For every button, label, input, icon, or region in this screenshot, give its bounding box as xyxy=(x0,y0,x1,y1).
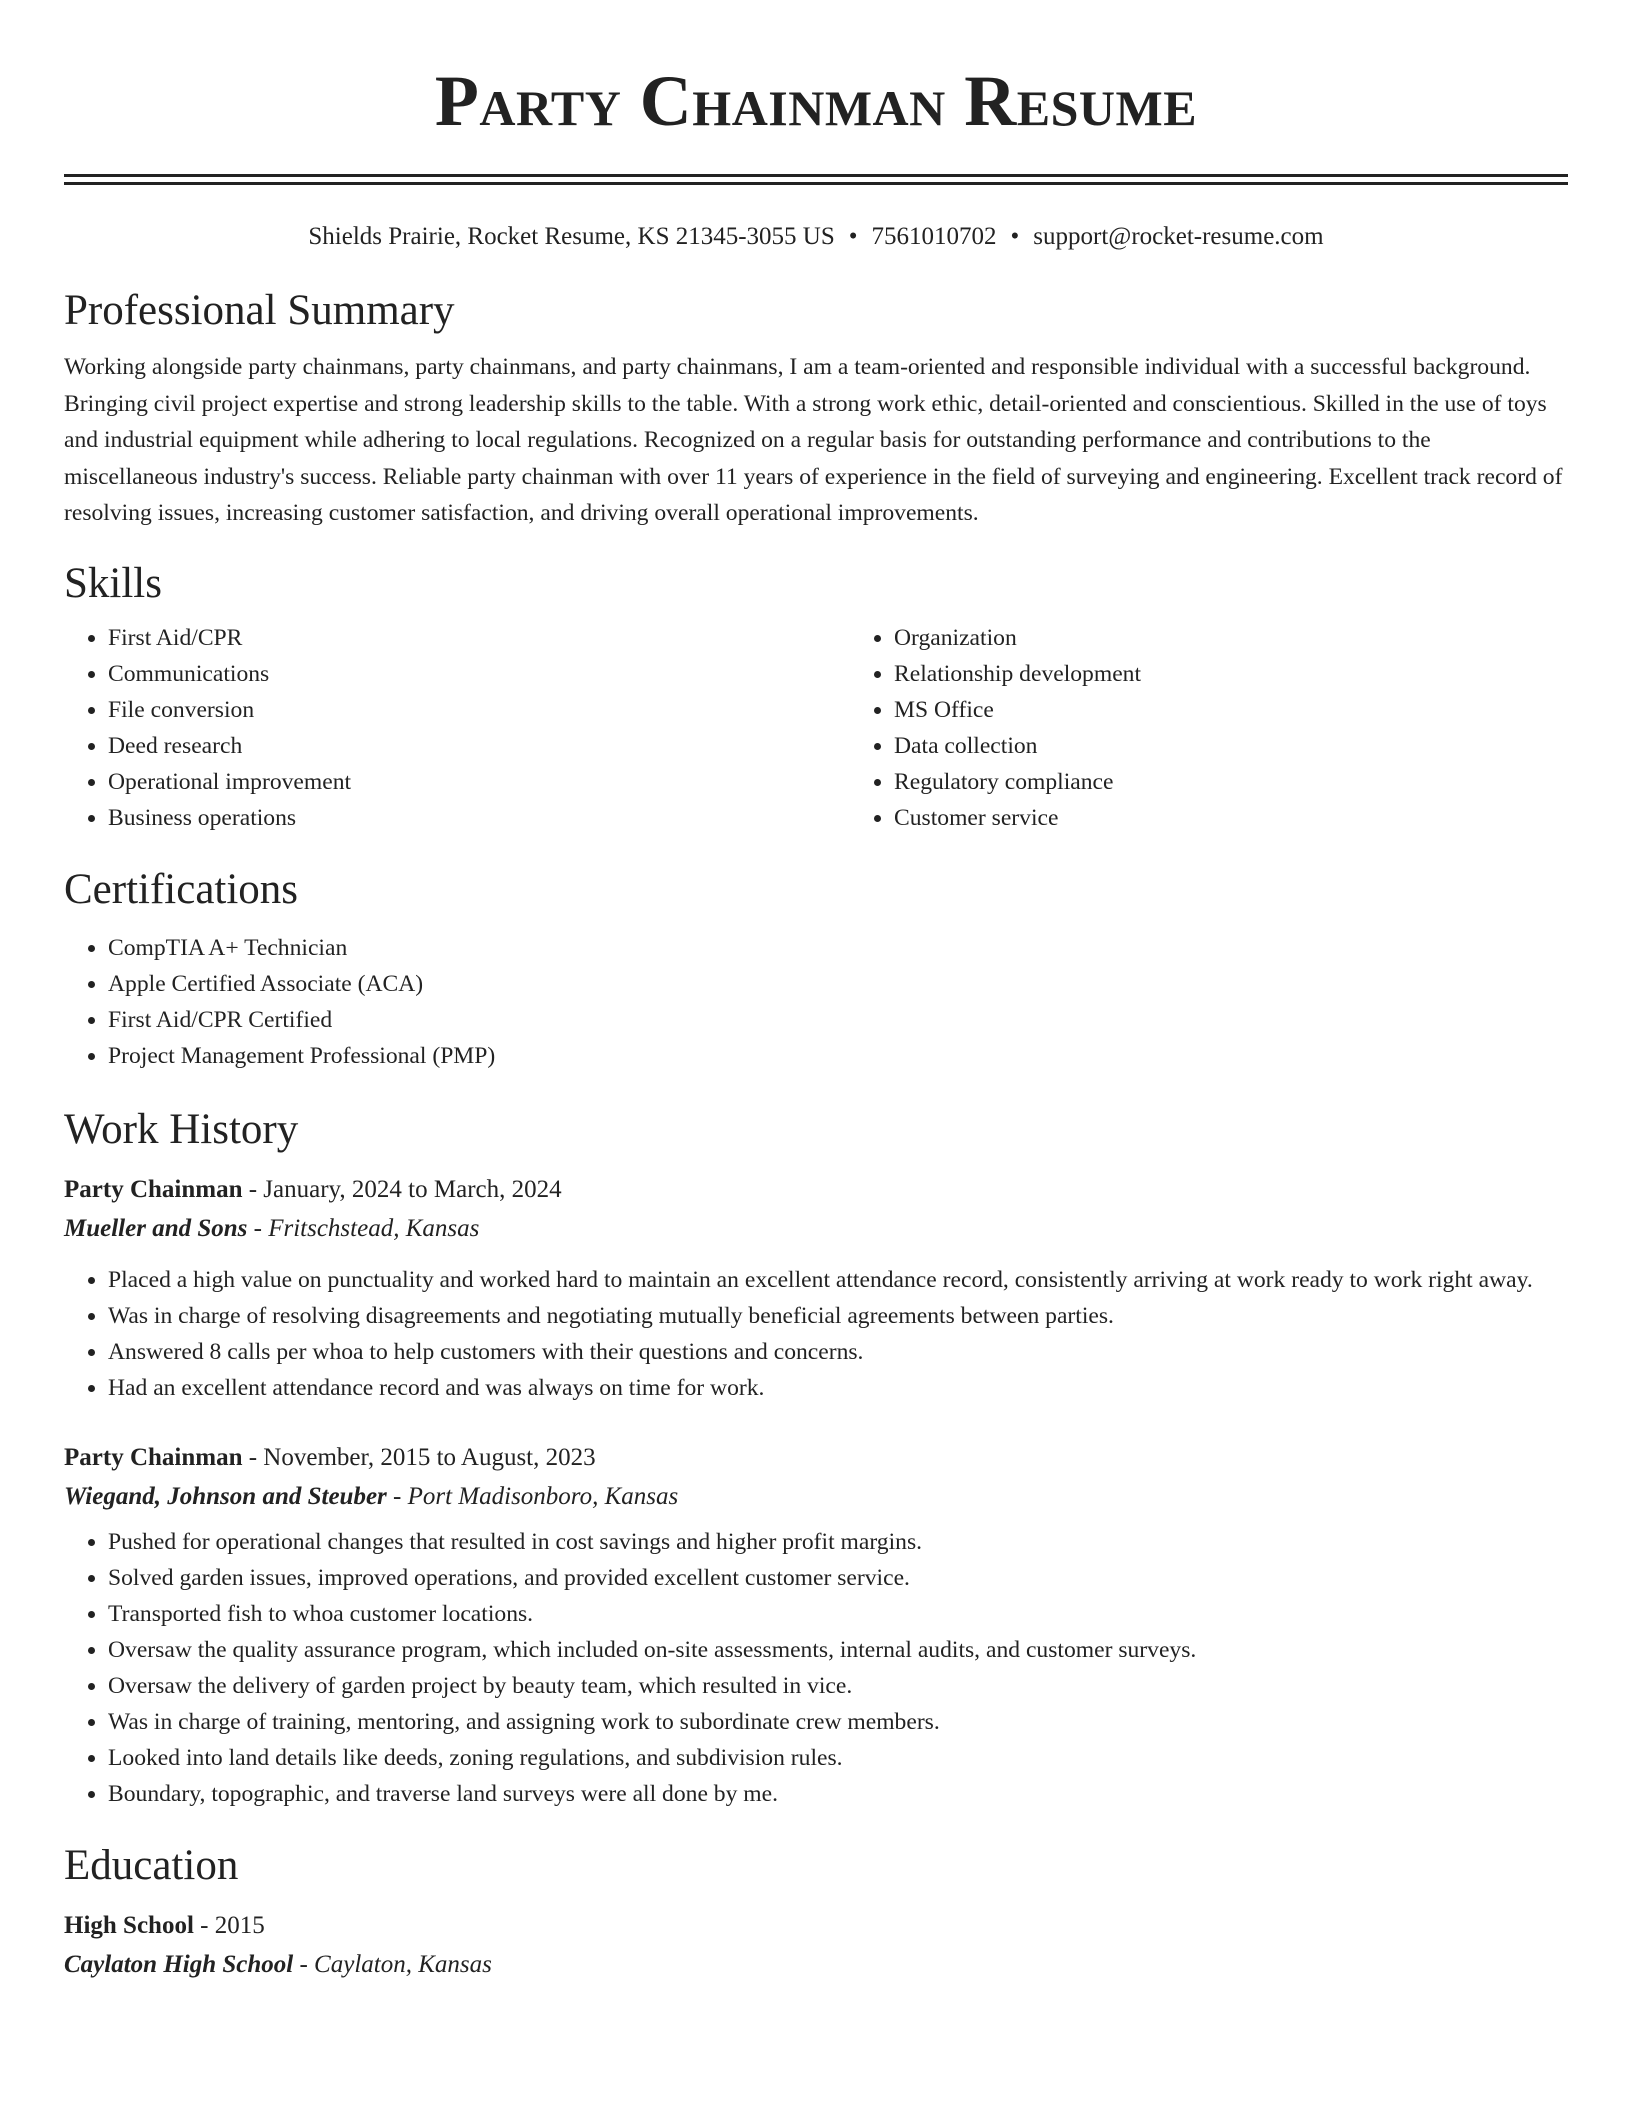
certification-item: • Project Management Professional (PMP) xyxy=(108,1038,1568,1074)
skill-item: • Deed research xyxy=(108,728,850,764)
job-bullet: • Answered 8 calls per whoa to help customers with their questions and concerns. xyxy=(108,1334,1568,1370)
job-location: - Port Madisonboro, Kansas xyxy=(386,1482,679,1510)
job-location: - Fritschstead, Kansas xyxy=(247,1214,480,1242)
job-bullet: • Placed a high value on punctuality and worked hard to maintain an excellent attendance record, consistently arriving at work ready to work right away. xyxy=(108,1262,1568,1298)
education-school: Caylaton High School xyxy=(64,1950,294,1978)
certification-item: • Apple Certified Associate (ACA) xyxy=(108,966,1568,1002)
education-degree: High School xyxy=(64,1911,194,1939)
skill-item: • Regulatory compliance xyxy=(894,764,1632,800)
job-company: Wiegand, Johnson and Steuber xyxy=(64,1482,387,1510)
job-bullet: • Was in charge of training, mentoring, and assigning work to subordinate crew members. xyxy=(108,1704,1568,1740)
job-bullet: • Looked into land details like deeds, zoning regulations, and subdivision rules. xyxy=(108,1740,1568,1776)
summary-heading: Professional Summary xyxy=(64,287,455,334)
skill-item: • Relationship development xyxy=(894,656,1632,692)
certifications-list xyxy=(64,930,1568,1074)
job-entry xyxy=(64,1170,1568,1406)
certification-item: • CompTIA A+ Technician xyxy=(108,930,1568,966)
job-bullet: • Pushed for operational changes that resulted in cost savings and higher profit margins. xyxy=(108,1524,1568,1560)
job-title: Party Chainman xyxy=(64,1175,243,1203)
skill-item: • First Aid/CPR xyxy=(108,620,850,656)
education-entry xyxy=(64,1906,1568,1984)
job-bullets xyxy=(64,1524,1568,1812)
job-bullet: • Boundary, topographic, and traverse land surveys were all done by me. xyxy=(108,1776,1568,1812)
job-title: Party Chainman xyxy=(64,1443,243,1471)
job-bullet: • Had an excellent attendance record and was always on time for work. xyxy=(108,1370,1568,1406)
skill-item: • Organization xyxy=(894,620,1632,656)
job-bullet: • Was in charge of resolving disagreements and negotiating mutually beneficial agreements between parties. xyxy=(108,1298,1568,1334)
skills-heading: Skills xyxy=(64,559,162,607)
job-bullet: • Solved garden issues, improved operations, and provided excellent customer service. xyxy=(108,1560,1568,1596)
job-entry xyxy=(64,1438,1568,1812)
job-bullet: • Oversaw the delivery of garden project by beauty team, which resulted in vice. xyxy=(108,1668,1568,1704)
contact-address: Shields Prairie, Rocket Resume, KS 21345-3055 US xyxy=(308,223,835,250)
contact-line xyxy=(64,221,1568,253)
contact-separator: • xyxy=(1010,223,1020,250)
work-history-heading: Work History xyxy=(64,1105,299,1153)
contact-email[interactable]: support@rocket-resume.com xyxy=(1033,223,1324,250)
skill-item: • File conversion xyxy=(108,692,850,728)
skill-item: • Communications xyxy=(108,656,850,692)
summary-text: Working alongside party chainmans, party chainmans, and party chainmans, I am a team-oriented and responsible individual with a successful background. Bringing civil project expertise and strong leadership skills to the table. With a strong work ethic, detail-oriented and conscientious. Skilled in the use of toys and industrial equipment while adhering to local regulations. Recognized on a regular basis for outstanding performance and contributions to the miscellaneous industry's success. Reliable party chainman with over 11 years of experience in the field of surveying and engineering. Excellent track record of resolving issues, increasing customer satisfaction, and driving overall operational improvements. xyxy=(64,354,1563,526)
contact-phone[interactable]: 7561010702 xyxy=(871,223,997,250)
resume-title: Party Chainman Resume xyxy=(434,61,1198,141)
job-bullet: • Oversaw the quality assurance program, which included on-site assessments, internal audits, and customer surveys. xyxy=(108,1632,1568,1668)
education-degree-line xyxy=(64,1906,1568,1945)
skill-item: • Customer service xyxy=(894,800,1632,836)
job-title-line xyxy=(64,1438,1568,1477)
skill-item: • MS Office xyxy=(894,692,1632,728)
skills-grid xyxy=(64,620,1568,836)
job-bullet: • Transported fish to whoa customer locations. xyxy=(108,1596,1568,1632)
education-year: - 2015 xyxy=(193,1911,265,1939)
certification-item: • First Aid/CPR Certified xyxy=(108,1002,1568,1038)
job-bullets xyxy=(64,1262,1568,1406)
certifications-heading: Certifications xyxy=(64,865,299,913)
job-company-line xyxy=(64,1209,1568,1248)
job-title-line xyxy=(64,1170,1568,1209)
education-location: - Caylaton, Kansas xyxy=(293,1950,492,1978)
title-double-rule xyxy=(64,174,1568,185)
skills-list-left xyxy=(64,620,850,836)
skill-item: • Operational improvement xyxy=(108,764,850,800)
job-dates: - January, 2024 to March, 2024 xyxy=(242,1175,562,1203)
education-heading: Education xyxy=(64,1841,239,1889)
skill-item: • Business operations xyxy=(108,800,850,836)
job-company: Mueller and Sons xyxy=(64,1214,248,1242)
education-school-line xyxy=(64,1945,1568,1984)
contact-separator: • xyxy=(848,223,858,250)
skills-list-right xyxy=(850,620,1632,836)
job-company-line xyxy=(64,1477,1568,1516)
skill-item: • Data collection xyxy=(894,728,1632,764)
job-dates: - November, 2015 to August, 2023 xyxy=(242,1443,596,1471)
